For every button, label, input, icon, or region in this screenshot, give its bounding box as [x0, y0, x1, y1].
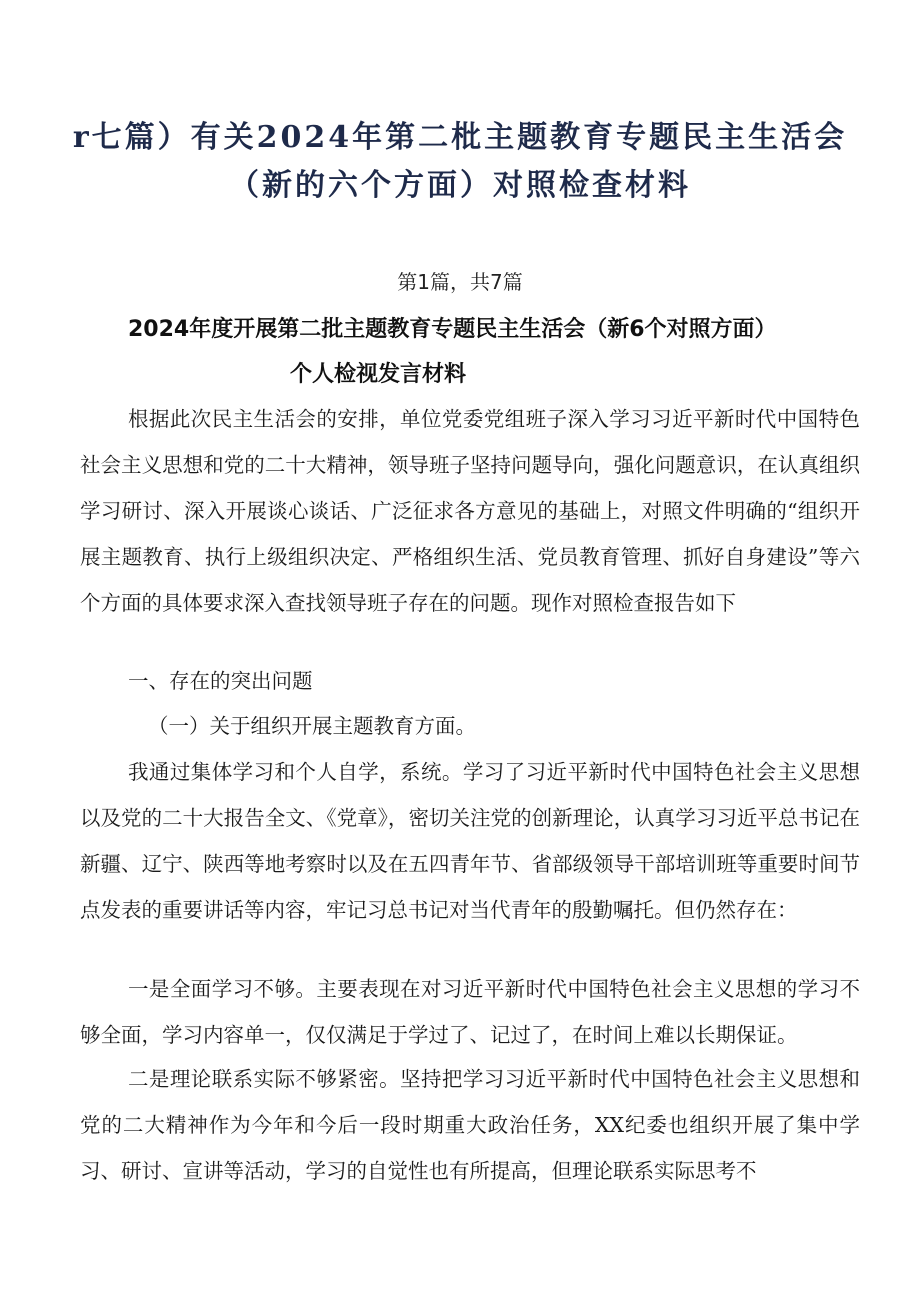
paragraph-intro: 根据此次民主生活会的安排，单位党委党组班子深入学习习近平新时代中国特色社会主义思想和党的二十大精神，领导班子坚持问题导向，强化问题意识，在认真组织学习研讨、深入开展谈心谈话、广泛征求各方意见的基础上，对照文件明确的“组织开展主题教育、执行上级组织决定、严格组织生活、党员教育管理、抓好自身建设”等六个方面的具体要求深入查找领导班子存在的问题。现作对照检查报告如下: [80, 407, 860, 615]
document-title-line-2: （新的六个方面）对照检查材料: [229, 168, 691, 203]
paragraph-point-two: 二是理论联系实际不够紧密。坚持把学习习近平新时代中国特色社会主义思想和党的二大精神作为今年和今后一段时期重大政治任务，XX纪委也组织开展了集中学习、研讨、宣讲等活动，学习的自觉性也有所提高，但理论联系实际思考不: [80, 1067, 860, 1183]
subsection-heading-text: （一）关于组织开展主题教育方面。: [148, 714, 476, 738]
section-heading: 一、存在的突出问题: [128, 669, 313, 693]
paragraph-point-one: 一是全面学习不够。主要表现在对习近平新时代中国特色社会主义思想的学习不够全面，学习内容单一，仅仅满足于学过了、记过了，在时间上难以长期保证。: [80, 977, 860, 1047]
subtitle-line-1: 2024年度开展第二批主题教育专题民主生活会（新6个对照方面）: [128, 317, 777, 342]
subsection-heading: [80, 703, 860, 749]
document-title-line-1: r七篇）有关2024年第二枇主题教育专题民主生活会: [72, 120, 848, 155]
part-counter: 第1篇，共7篇: [397, 270, 523, 294]
paragraph-study: 我通过集体学习和个人自学，系统。学习了习近平新时代中国特色社会主义思想以及党的二十大报告全文、《党章》，密切关注党的创新理论，认真学习习近平总书记在新疆、辽宁、陕西等地考察时以及在五四青年节、省部级领导干部培训班等重要时间节点发表的重要讲话等内容，牢记习总书记对当代青年的殷勤嘱托。但仍然存在：: [80, 760, 860, 922]
subtitle-line-2: 个人检视发言材料: [290, 362, 467, 387]
